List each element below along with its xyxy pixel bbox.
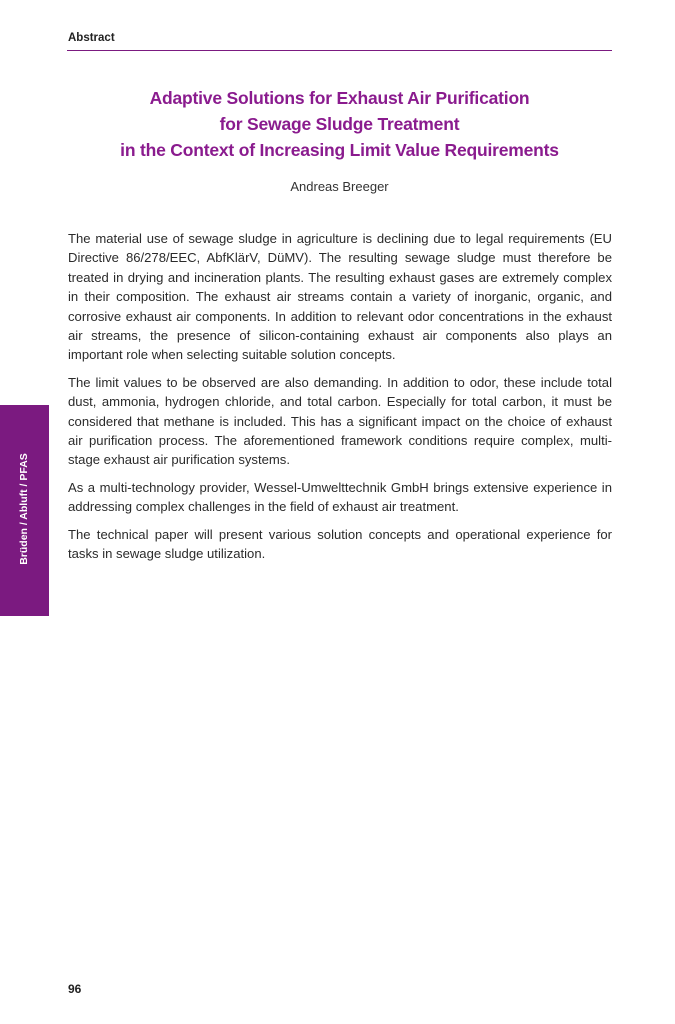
page-number: 96 [68, 982, 82, 996]
paragraph: The material use of sewage sludge in agriculture is declining due to legal requirements (EU Directive 86/278/EEC, AbfKlärV, DüMV). The resulting sewage sludge must therefore be treated in drying and incineration plants. The resulting exhaust gases are extremely complex in their composition. The exhaust air streams contain a variety of inorganic, organic, and corrosive exhaust air components. In addition to relevant odor concentrations in the exhaust air streams, the presence of silicon-containing exhaust air components also plays an important role when selecting suitable solution concepts. [68, 231, 612, 363]
side-tab-label: Brüden / Abluft / PFAS [18, 453, 30, 565]
title-line: Adaptive Solutions for Exhaust Air Purification [149, 88, 530, 108]
paragraph: The technical paper will present various solution concepts and operational experience for tasks in sewage sludge utilization. [68, 526, 612, 562]
article-title [67, 85, 612, 163]
paragraph: As a multi-technology provider, Wessel-Umwelttechnik GmbH brings extensive experience in addressing complex challenges in the field of exhaust air treatment. [68, 479, 612, 515]
title-line: for Sewage Sludge Treatment [219, 114, 460, 134]
paragraph: The limit values to be observed are also demanding. In addition to odor, these include total dust, ammonia, hydrogen chloride, and total carbon. Especially for total carbon, it must be considered that methane is included. This has a significant impact on the choice of exhaust air purification process. The aforementioned framework conditions require complex, multi-stage exhaust air purification systems. [68, 374, 612, 468]
author-name: Andreas Breeger [290, 179, 389, 194]
section-side-tab [0, 405, 49, 616]
header-divider [67, 50, 612, 51]
title-line: in the Context of Increasing Limit Value Requirements [120, 140, 559, 160]
section-label: Abstract [68, 32, 115, 44]
abstract-body [68, 229, 612, 572]
